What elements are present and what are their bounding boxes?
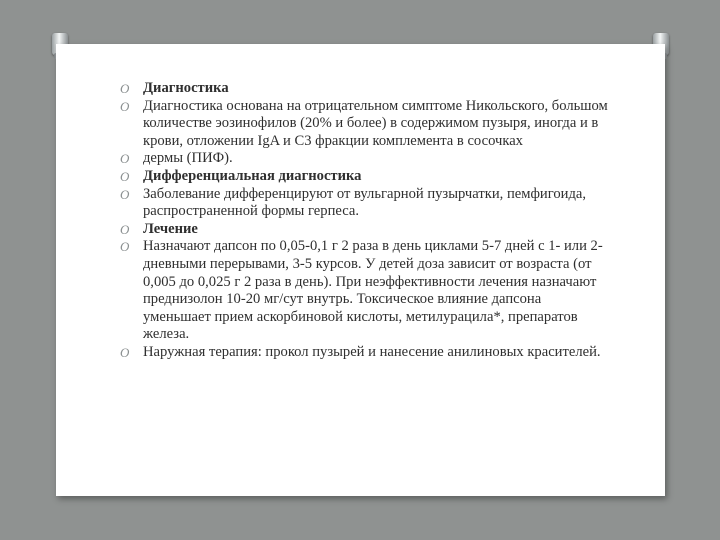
- bullet-item-external-therapy: [88, 344, 608, 362]
- bullet-item-treatment-heading: [88, 221, 608, 239]
- item-text: Наружная терапия: прокол пузырей и нанесение анилиновых красителей.: [143, 343, 601, 360]
- bullet-item-diagnostics-heading: [88, 80, 608, 98]
- item-text: Назначают дапсон по 0,05-0,1 г 2 раза в день циклами 5-7 дней с 1- или 2-дневными перерывами, 3-5 курсов. У детей доза зависит от возраста (от 0,005 до 0,025 г 2 раза в день). При неэффективности лечения назначают преднизолон 10-20 мг/сут внутрь. Токсическое влияние дапсона уменьшает прием аскорбиновой кислоты, метилурацила*, препаратов железа.: [143, 238, 603, 343]
- item-text: Лечение: [143, 220, 198, 237]
- bullet-item-treatment-text: [88, 238, 608, 344]
- bullet-marker-icon: O: [120, 186, 130, 202]
- bullet-marker-icon: O: [120, 81, 130, 96]
- item-text: дермы (ПИФ).: [143, 150, 233, 167]
- bullet-item-diagnostics-text: [88, 98, 608, 151]
- item-text: Диагностика: [143, 80, 229, 96]
- item-text: Дифференциальная диагностика: [143, 167, 362, 184]
- bullet-marker-icon: O: [120, 98, 130, 114]
- item-text: Заболевание дифференцируют от вульгарной пузырчатки, пемфигоида, распространенной формы герпеса.: [143, 185, 587, 220]
- bullet-marker-icon: O: [120, 344, 130, 360]
- bullet-marker-icon: O: [120, 168, 130, 184]
- bullet-item-dermis: [88, 150, 608, 168]
- item-text: Диагностика основана на отрицательном симптоме Никольского, большом количестве эозинофилов (20% и более) в содержимом пузыря, иногда и в крови, отложении IgA и C3 фракции комплемента в сосочках: [143, 97, 608, 149]
- bullet-marker-icon: O: [120, 151, 130, 167]
- bullet-list: [88, 80, 608, 362]
- bullet-marker-icon: O: [120, 221, 130, 237]
- bullet-marker-icon: O: [120, 239, 130, 255]
- bullet-item-differential-text: [88, 186, 608, 221]
- bullet-item-differential-heading: [88, 168, 608, 186]
